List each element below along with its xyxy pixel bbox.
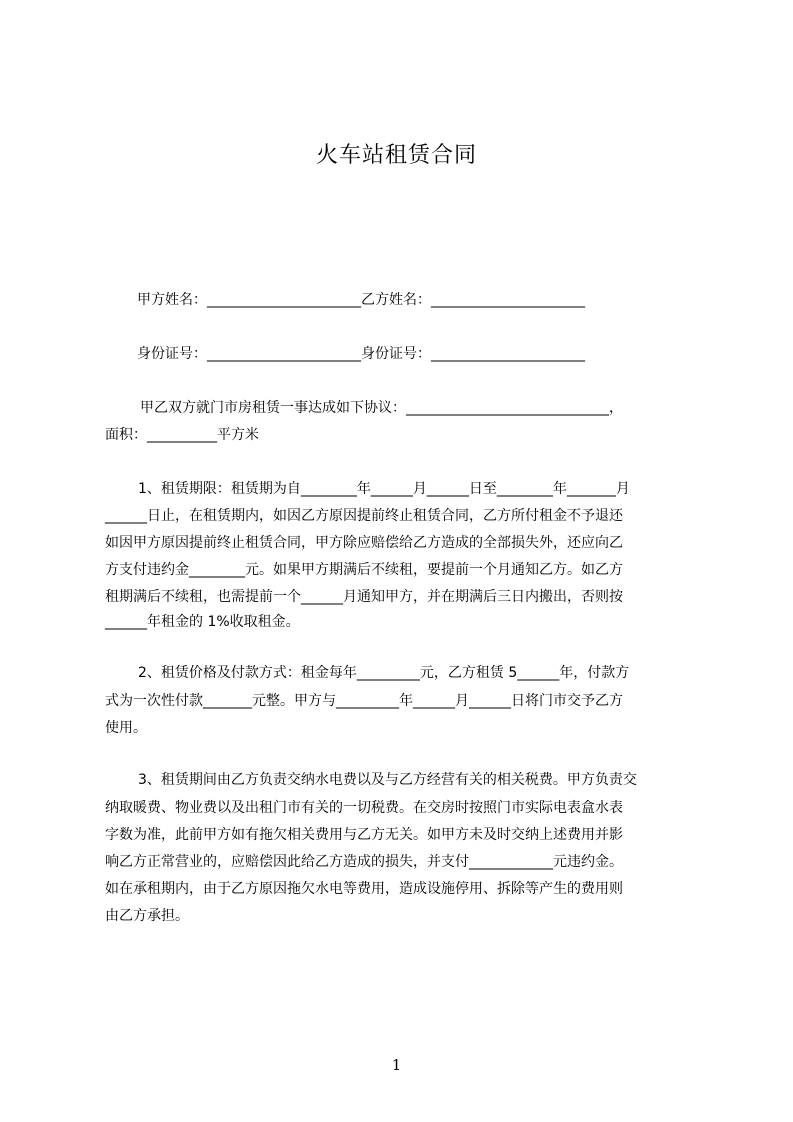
contract-title: 火车站租赁合同 <box>315 143 477 168</box>
clause-3-line-3: 字数为准，此前甲方如有拖欠相关费用与乙方无关。如甲方未及时交纳上述费用并影 <box>105 827 623 843</box>
page-number: 1 <box>391 1056 402 1074</box>
clause-1-line-1: 1、租赁期限：租赁期为自________年______月______日至________年_______月 <box>138 481 630 497</box>
clause-3-line-2: 纳取暖费、物业费以及出租门市有关的一切税费。在交房时按照门市实际电表盒水表 <box>105 800 623 816</box>
clause-1-line-3: 如因甲方原因提前终止租赁合同，甲方除应赔偿给乙方造成的全部损失外，还应向乙 <box>105 535 623 551</box>
clause-3-line-1: 3、租赁期间由乙方负责交纳水电费以及与乙方经营有关的相关税费。甲方负责交 <box>138 772 637 788</box>
area-line: 面积：__________平方米 <box>105 427 259 443</box>
clause-1-line-6: ______年租金的 1%收取租金。 <box>105 614 300 630</box>
id-numbers-line: 身份证号：______________________身份证号：______________________ <box>137 346 585 362</box>
clause-1-line-5: 租期满后不续租，也需提前一个______月通知甲方，并在期满后三日内搬出，否则按 <box>105 589 623 605</box>
party-names-line: 甲方姓名：______________________乙方姓名：______________________ <box>137 292 585 308</box>
clause-2-line-1: 2、租赁价格及付款方式：租金每年_________元，乙方租赁 5______年，付款方 <box>138 665 630 681</box>
clause-3-line-6: 由乙方承担。 <box>105 908 189 924</box>
clause-2-line-2: 式为一次性付款_______元整。甲方与_________年______月______日将门市交予乙方 <box>105 693 623 709</box>
clause-3-line-5: 如在承租期内，由于乙方原因拖欠水电等费用，造成设施停用、拆除等产生的费用则 <box>105 881 623 897</box>
clause-3-line-4: 响乙方正常营业的，应赔偿因此给乙方造成的损失，并支付____________元违约金。 <box>105 854 623 870</box>
clause-1-line-4: 方支付违约金________元。如果甲方期满后不续租，要提前一个月通知乙方。如乙方 <box>105 562 623 578</box>
clause-1-line-2: ______日止，在租赁期内，如因乙方原因提前终止租赁合同，乙方所付租金不予退还 <box>105 508 623 524</box>
clause-2-line-3: 使用。 <box>105 720 147 736</box>
agreement-intro-line: 甲乙双方就门市房租赁一事达成如下协议：_____________________________， <box>140 400 623 416</box>
